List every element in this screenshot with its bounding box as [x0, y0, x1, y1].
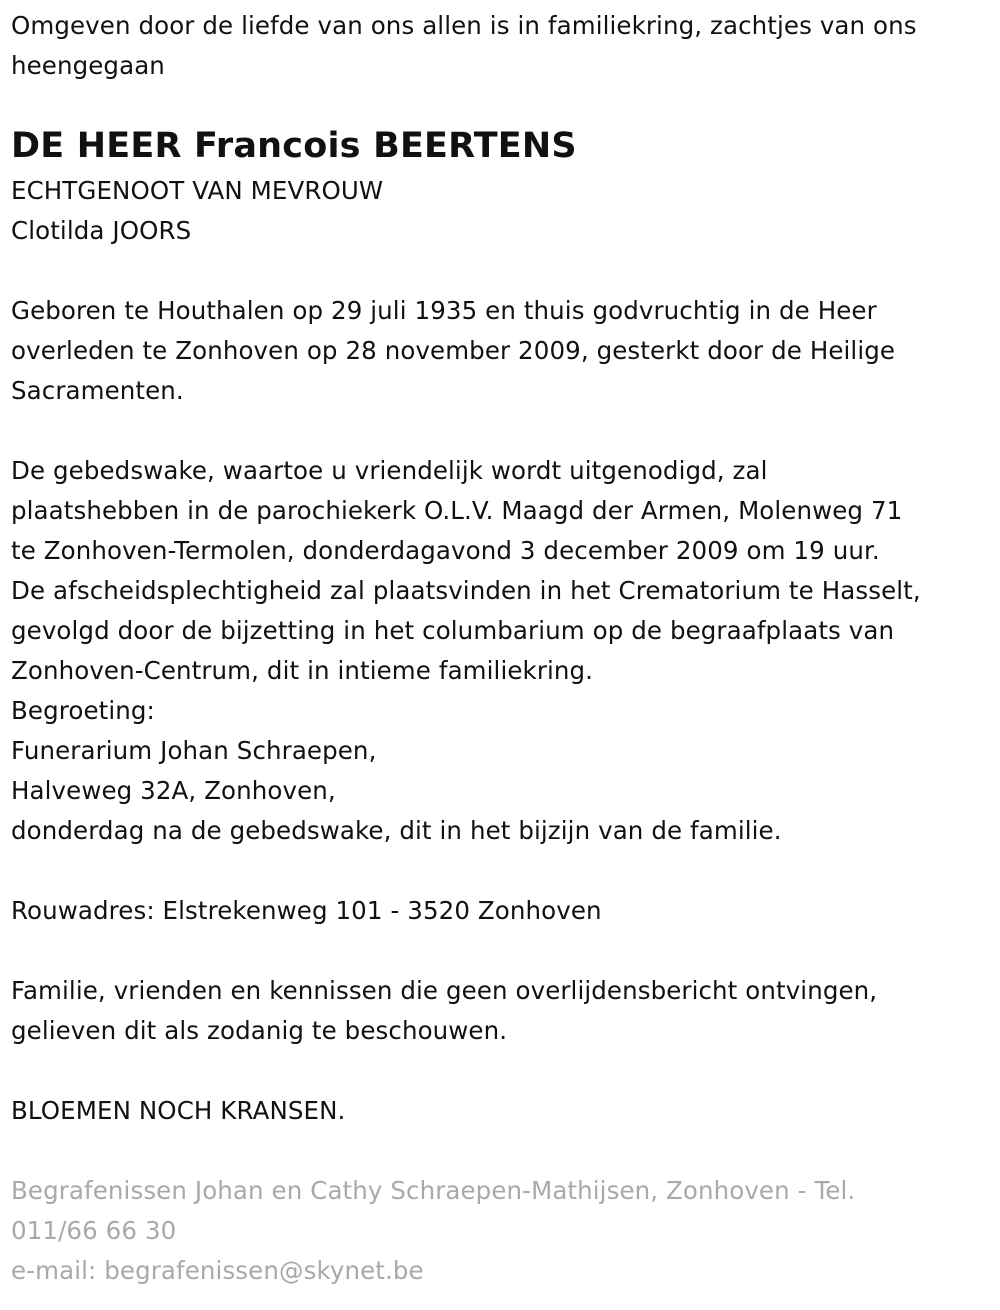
greeting-line: Halveweg 32A, Zonhoven, — [11, 776, 336, 805]
funeral-home-footer — [11, 1171, 996, 1291]
ceremony-line: te Zonhoven-Termolen, donderdagavond 3 december 2009 om 19 uur. — [11, 536, 880, 565]
spacer — [11, 1131, 996, 1171]
ceremony-line: De afscheidsplechtigheid zal plaatsvinden in het Crematorium te Hasselt, — [11, 576, 921, 605]
greeting-heading: Begroeting: — [11, 696, 155, 725]
funeral-home-phone: 011/66 66 30 — [11, 1216, 177, 1245]
deceased-name: DE HEER Francois BEERTENS — [11, 126, 577, 166]
spacer — [11, 411, 996, 451]
funeral-home-email: e-mail: begrafenissen@skynet.be — [11, 1256, 424, 1285]
ceremony-line: plaatshebben in de parochiekerk O.L.V. Maagd der Armen, Molenweg 71 — [11, 496, 903, 525]
ceremony-line: gevolgd door de bijzetting in het columbarium op de begraafplaats van — [11, 616, 895, 645]
greeting-line: donderdag na de gebedswake, dit in het bijzijn van de familie. — [11, 816, 782, 845]
spacer — [11, 251, 996, 291]
notice-info — [11, 971, 996, 1051]
notice-line: Familie, vrienden en kennissen die geen overlijdensbericht ontvingen, — [11, 976, 878, 1005]
spouse-name: Clotilda JOORS — [11, 216, 192, 245]
ceremony-info — [11, 451, 996, 851]
notice-line: gelieven dit als zodanig te beschouwen. — [11, 1016, 508, 1045]
spouse-line: ECHTGENOOT VAN MEVROUW — [11, 176, 384, 205]
spacer — [11, 931, 996, 971]
spouse-info — [11, 171, 996, 251]
death-notice — [11, 6, 996, 1291]
birth-death-info — [11, 291, 996, 411]
greeting-line: Funerarium Johan Schraepen, — [11, 736, 377, 765]
spacer — [11, 1051, 996, 1091]
mourning-address: Rouwadres: Elstrekenweg 101 - 3520 Zonhoven — [11, 896, 602, 925]
birth-death-line: Sacramenten. — [11, 376, 184, 405]
spacer — [11, 851, 996, 891]
funeral-home-line: Begrafenissen Johan en Cathy Schraepen-Mathijsen, Zonhoven - Tel. — [11, 1176, 856, 1205]
intro-line: Omgeven door de liefde van ons allen is in familiekring, zachtjes van ons — [11, 11, 917, 40]
ceremony-line: De gebedswake, waartoe u vriendelijk wordt uitgenodigd, zal — [11, 456, 768, 485]
intro-text — [11, 6, 996, 86]
intro-line: heengegaan — [11, 51, 165, 80]
birth-death-line: overleden te Zonhoven op 28 november 2009, gesterkt door de Heilige — [11, 336, 896, 365]
birth-death-line: Geboren te Houthalen op 29 juli 1935 en thuis godvruchtig in de Heer — [11, 296, 877, 325]
no-flowers-note: BLOEMEN NOCH KRANSEN. — [11, 1096, 346, 1125]
ceremony-line: Zonhoven-Centrum, dit in intieme familiekring. — [11, 656, 594, 685]
